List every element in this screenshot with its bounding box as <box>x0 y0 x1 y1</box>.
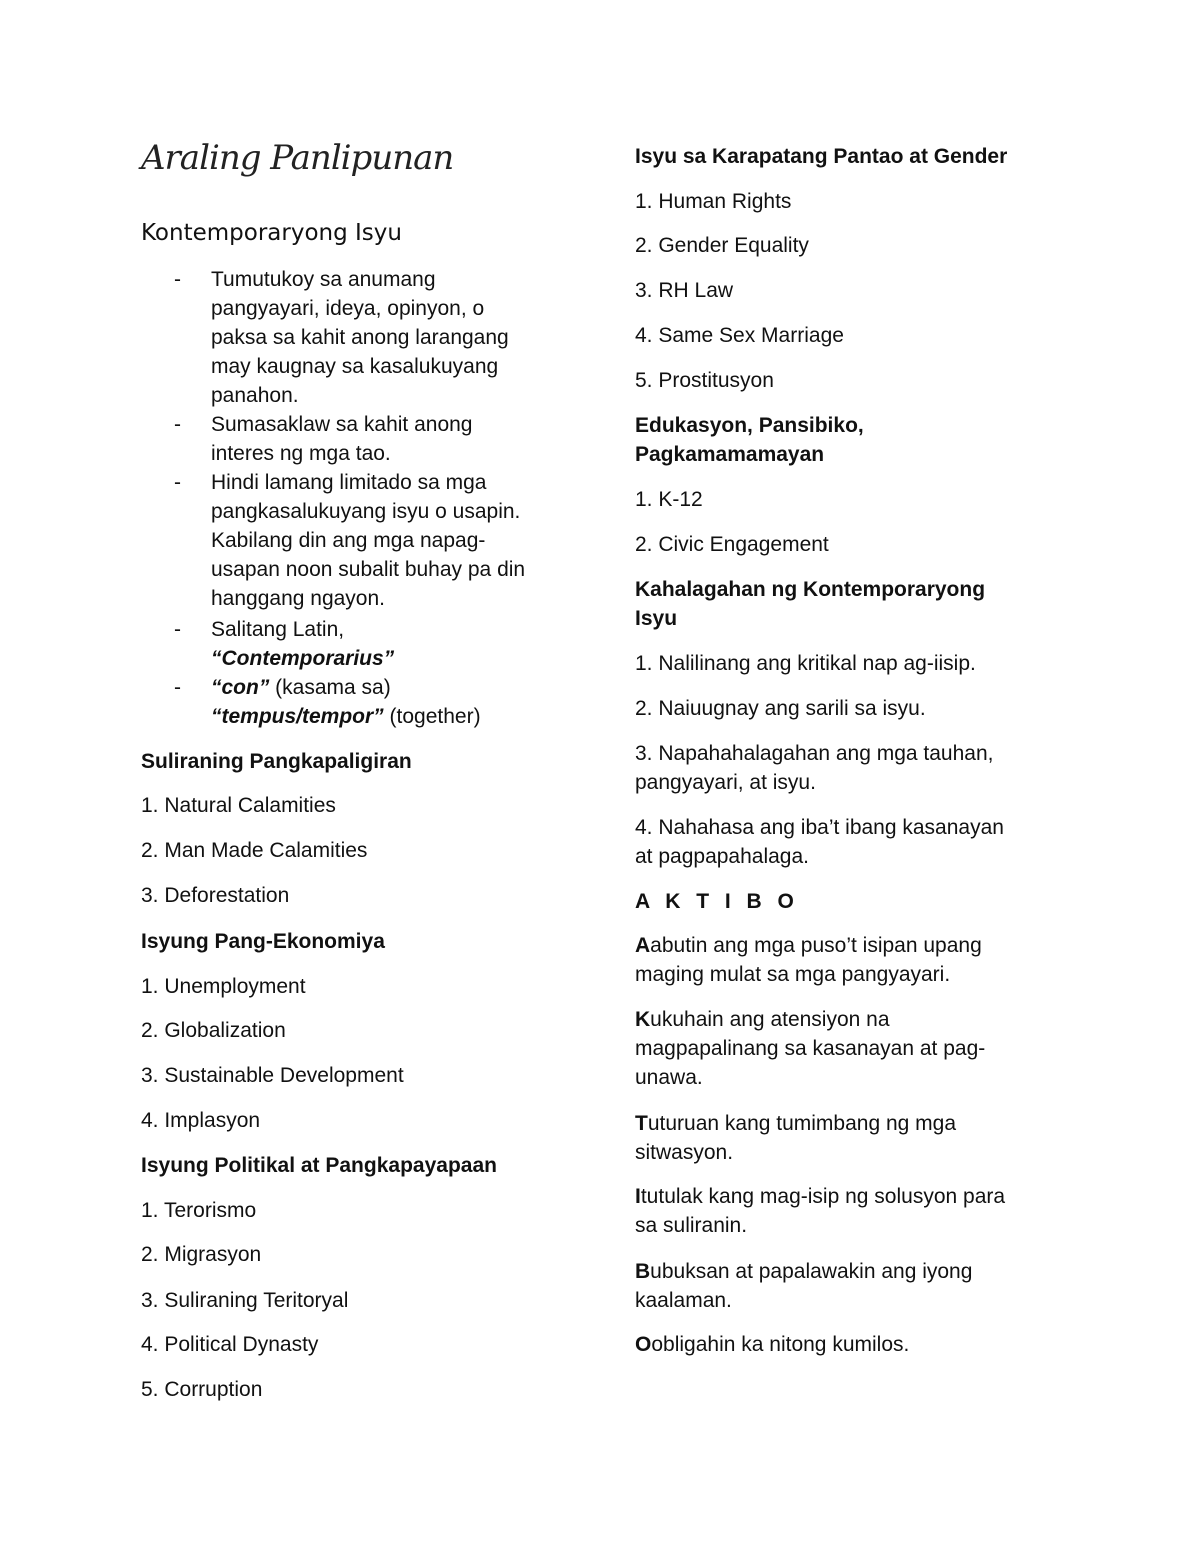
bullet-line: interes ng mga tao. <box>211 442 391 465</box>
section-title-economy: Isyung Pang-Ekonomiya <box>141 930 385 953</box>
bullet-line: pangyayari, ideya, opinyon, o <box>211 297 485 320</box>
section-title-politics: Isyung Politikal at Pangkapayapaan <box>141 1154 497 1177</box>
latin-word: “Contemporarius” <box>211 647 395 670</box>
entry-text: obligahin ka nitong kumilos. <box>651 1333 910 1356</box>
list-item: 3. RH Law <box>635 279 734 302</box>
bullet-line: hanggang ngayon. <box>211 587 385 610</box>
acronym-letter: O <box>635 1333 652 1356</box>
bullet-dash: - <box>174 676 181 699</box>
bullet-line: Salitang Latin, <box>211 618 345 641</box>
entry-text: tutulak kang mag-isip ng solusyon para <box>640 1185 1006 1208</box>
aktibo-entry-o <box>635 1333 909 1357</box>
list-item: 3. Sustainable Development <box>141 1064 404 1087</box>
entry-continuation: kaalaman. <box>635 1289 732 1312</box>
list-item: 4. Same Sex Marriage <box>635 324 844 347</box>
list-item: 1. Nalilinang ang kritikal nap ag-iisip. <box>635 652 976 675</box>
aktibo-entry-i <box>635 1185 1005 1209</box>
bullet-line: panahon. <box>211 384 299 407</box>
entry-continuation: maging mulat sa mga pangyayari. <box>635 963 951 986</box>
page-heading: Kontemporaryong Isyu <box>141 220 402 246</box>
list-item: 4. Implasyon <box>141 1109 261 1132</box>
bullet-dash: - <box>174 618 181 641</box>
bullet-line: Hindi lamang limitado sa mga <box>211 471 487 494</box>
aktibo-entry-k <box>635 1008 890 1032</box>
section-title-education: Edukasyon, Pansibiko, <box>635 414 864 437</box>
acronym-letter: B <box>635 1260 651 1283</box>
bullet-line: Tumutukoy sa anumang <box>211 268 436 291</box>
entry-text: ukuhain ang atensiyon na <box>650 1008 890 1031</box>
entry-continuation: sa suliranin. <box>635 1214 748 1237</box>
list-item: 4. Nahahasa ang iba’t ibang kasanayan <box>635 816 1004 839</box>
bullet-line: pangkasalukuyang isyu o usapin. <box>211 500 521 523</box>
list-item: 1. Human Rights <box>635 190 792 213</box>
section-title-environment: Suliraning Pangkapaligiran <box>141 750 412 773</box>
entry-continuation: unawa. <box>635 1066 703 1089</box>
list-item: 2. Migrasyon <box>141 1243 262 1266</box>
etymology-line-1 <box>211 676 391 700</box>
list-item: 5. Prostitusyon <box>635 369 774 392</box>
root-meaning: (kasama sa) <box>269 676 391 699</box>
section-title-importance-line2: Isyu <box>635 607 678 630</box>
list-item: 3. Deforestation <box>141 884 290 907</box>
bullet-line: Kabilang din ang mga napag- <box>211 529 486 552</box>
entry-continuation: sitwasyon. <box>635 1141 734 1164</box>
list-item: 2. Civic Engagement <box>635 533 829 556</box>
aktibo-entry-a <box>635 934 982 958</box>
bullet-line: Sumasaklaw sa kahit anong <box>211 413 473 436</box>
subject-signature-title: Araling Panlipunan <box>141 138 454 178</box>
bullet-dash: - <box>174 268 181 291</box>
acronym-letter: A <box>635 934 651 957</box>
etymology-line-2 <box>211 705 481 729</box>
list-item: 1. Natural Calamities <box>141 794 336 817</box>
acronym-letter: I <box>635 1185 641 1208</box>
bullet-dash: - <box>174 413 181 436</box>
latin-root: “con” <box>211 676 270 699</box>
acronym-letter: T <box>635 1112 648 1135</box>
list-item: 1. K-12 <box>635 488 703 511</box>
list-item: 5. Corruption <box>141 1378 263 1401</box>
list-item: 4. Political Dynasty <box>141 1333 319 1356</box>
bullet-line: usapan noon subalit buhay pa din <box>211 558 526 581</box>
list-item: 3. Suliraning Teritoryal <box>141 1289 349 1312</box>
list-item: 2. Globalization <box>141 1019 286 1042</box>
list-item-continuation: at pagpapahalaga. <box>635 845 809 868</box>
aktibo-entry-b <box>635 1260 972 1284</box>
list-item: 1. Terorismo <box>141 1199 257 1222</box>
entry-text: ubuksan at papalawakin ang iyong <box>650 1260 973 1283</box>
entry-text: abutin ang mga puso’t isipan upang <box>650 934 982 957</box>
entry-continuation: magpapalinang sa kasanayan at pag- <box>635 1037 986 1060</box>
latin-root: “tempus/tempor” <box>211 705 384 728</box>
aktibo-acronym-title: A K T I B O <box>635 890 799 913</box>
bullet-line: paksa sa kahit anong larangang <box>211 326 509 349</box>
list-item: 2. Man Made Calamities <box>141 839 368 862</box>
acronym-letter: K <box>635 1008 651 1031</box>
list-item-continuation: pangyayari, at isyu. <box>635 771 816 794</box>
aktibo-entry-t <box>635 1112 956 1136</box>
root-meaning: (together) <box>383 705 481 728</box>
bullet-line: may kaugnay sa kasalukuyang <box>211 355 499 378</box>
bullet-dash: - <box>174 471 181 494</box>
list-item: 2. Naiuugnay ang sarili sa isyu. <box>635 697 926 720</box>
section-title-importance: Kahalagahan ng Kontemporaryong <box>635 578 986 601</box>
list-item: 2. Gender Equality <box>635 234 809 257</box>
list-item: 1. Unemployment <box>141 975 306 998</box>
section-title-human-rights: Isyu sa Karapatang Pantao at Gender <box>635 145 1008 168</box>
entry-text: uturuan kang tumimbang ng mga <box>647 1112 957 1135</box>
section-title-education-line2: Pagkamamamayan <box>635 443 825 466</box>
list-item: 3. Napahahalagahan ang mga tauhan, <box>635 742 994 765</box>
